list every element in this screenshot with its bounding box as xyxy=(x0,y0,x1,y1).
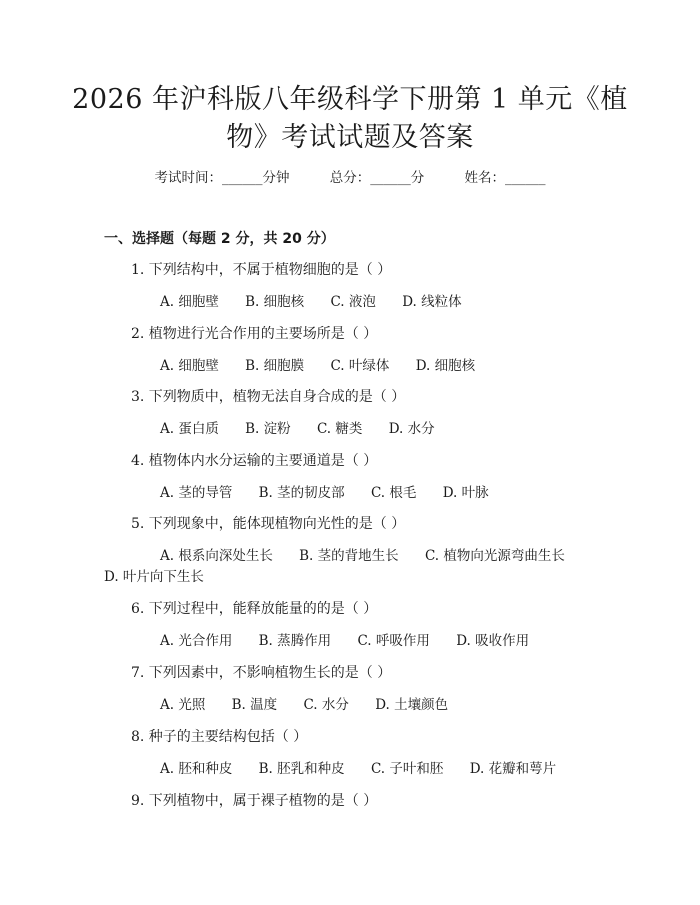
page-title-line-1: 2026 年沪科版八年级科学下册第 1 单元《植 xyxy=(72,84,628,115)
question-1-options xyxy=(160,292,462,312)
question-8-options xyxy=(160,759,556,779)
question-1: 1. 下列结构中，不属于植物细胞的是（ ） xyxy=(131,262,392,278)
page-title-line-2: 物》考试试题及答案 xyxy=(226,122,474,153)
question-2-options xyxy=(160,356,475,376)
option-a: A. 蛋白质 xyxy=(160,421,219,437)
question-4: 4. 植物体内水分运输的主要通道是（ ） xyxy=(131,453,378,469)
question-3-options xyxy=(160,419,435,439)
student-name-field: 姓名：______ xyxy=(464,170,546,186)
option-c: C. 植物向光源弯曲生长 xyxy=(424,548,565,564)
option-c: C. 叶绿体 xyxy=(330,358,390,374)
option-b: B. 胚乳和种皮 xyxy=(258,761,345,777)
question-5-options xyxy=(160,546,565,566)
question-7-options xyxy=(160,695,448,715)
section-heading: 一、选择题（每题 2 分，共 20 分） xyxy=(104,231,335,247)
option-b: B. 温度 xyxy=(231,697,278,713)
option-a: A. 茎的导管 xyxy=(160,485,233,501)
total-score-field: 总分：______分 xyxy=(329,170,425,186)
option-c: C. 液泡 xyxy=(330,294,376,310)
option-b: B. 蒸腾作用 xyxy=(258,633,332,649)
option-a: A. 细胞壁 xyxy=(160,358,219,374)
option-a: A. 细胞壁 xyxy=(160,294,219,310)
option-d: D. 吸收作用 xyxy=(456,633,530,649)
option-b: B. 细胞膜 xyxy=(245,358,305,374)
option-d: D. 花瓣和萼片 xyxy=(469,761,557,777)
option-c: C. 根毛 xyxy=(370,485,417,501)
question-8: 8. 种子的主要结构包括（ ） xyxy=(131,729,308,745)
question-5: 5. 下列现象中，能体现植物向光性的是（ ） xyxy=(131,516,406,532)
question-9: 9. 下列植物中，属于裸子植物的是（ ） xyxy=(131,793,378,809)
question-3: 3. 下列物质中，植物无法自身合成的是（ ） xyxy=(131,389,406,405)
option-b: B. 茎的韧皮部 xyxy=(258,485,345,501)
option-a: A. 光合作用 xyxy=(160,633,233,649)
option-c: C. 子叶和胚 xyxy=(370,761,444,777)
option-a: A. 胚和种皮 xyxy=(160,761,233,777)
option-a: A. 光照 xyxy=(160,697,206,713)
option-b: B. 茎的背地生长 xyxy=(299,548,399,564)
exam-time-field: 考试时间：______分钟 xyxy=(154,170,290,186)
option-c: C. 呼吸作用 xyxy=(357,633,430,649)
question-4-options xyxy=(160,483,489,503)
option-d: D. 线粒体 xyxy=(402,294,462,310)
option-d: D. 叶脉 xyxy=(442,485,489,501)
question-6-options xyxy=(160,631,529,651)
option-d: D. 叶片向下生长 xyxy=(104,569,204,585)
question-6: 6. 下列过程中，能释放能量的的是（ ） xyxy=(131,601,378,617)
question-2: 2. 植物进行光合作用的主要场所是（ ） xyxy=(131,326,378,342)
option-d: D. 土壤颜色 xyxy=(375,697,449,713)
option-c: C. 糖类 xyxy=(316,421,363,437)
option-a: A. 根系向深处生长 xyxy=(160,548,273,564)
option-b: B. 细胞核 xyxy=(245,294,305,310)
option-d: D. 水分 xyxy=(388,421,435,437)
option-d: D. 细胞核 xyxy=(415,358,476,374)
exam-meta xyxy=(0,168,700,188)
option-b: B. 淀粉 xyxy=(245,421,291,437)
question-7: 7. 下列因素中，不影响植物生长的是（ ） xyxy=(131,665,392,681)
option-c: C. 水分 xyxy=(303,697,349,713)
